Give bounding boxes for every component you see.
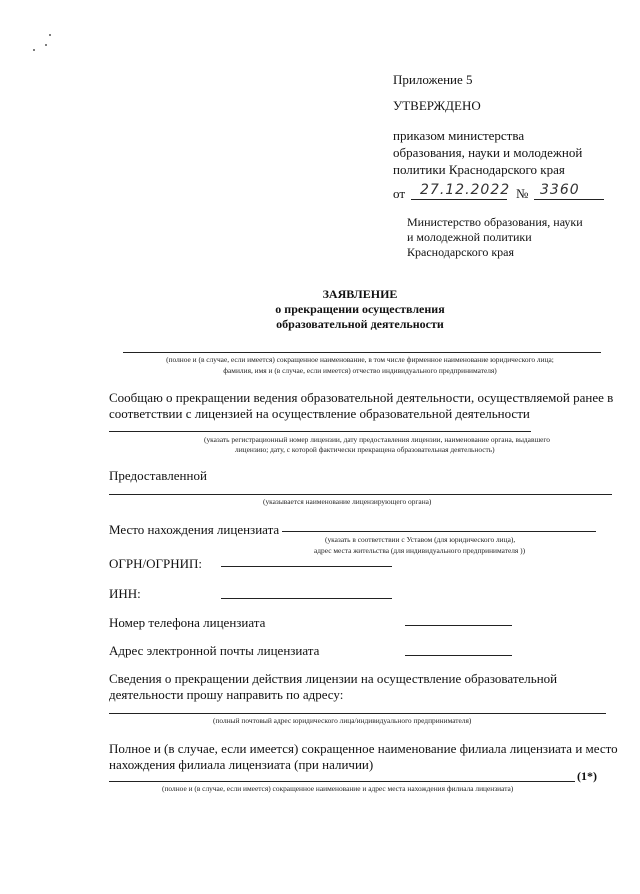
branch-line-2: нахождения филиала лицензиата (при наличии) — [109, 757, 374, 772]
order-line-3: политики Краснодарского края — [393, 162, 565, 177]
scan-mark — [45, 44, 47, 46]
email-label: Адрес электронной почты лицензиата — [109, 643, 320, 658]
send-to-hint: (полный почтовый адрес юридического лица/индивидуального предпринимателя) — [213, 716, 472, 725]
email-line — [405, 655, 512, 656]
order-date-line — [411, 199, 507, 200]
license-hint-2: лицензию; дату, с которой фактически прекращена образовательная деятельность) — [235, 445, 495, 454]
send-to-line — [109, 713, 606, 714]
ogrn-line — [221, 566, 392, 567]
send-to-line-1: Сведения о прекращении действия лицензии на осуществление образовательной — [109, 671, 558, 686]
document-title: ЗАЯВЛЕНИЕ — [322, 287, 398, 301]
document-subtitle-1: о прекращении осуществления — [275, 302, 445, 316]
statement-line-2: соответствии с лицензией на осуществление образовательной деятельности — [109, 406, 530, 421]
granted-line — [109, 494, 612, 495]
inn-label: ИНН: — [109, 586, 141, 601]
location-hint-1: (указать в соответствии с Уставом (для юридического лица), — [325, 535, 516, 544]
addressee-line-3: Краснодарского края — [407, 245, 515, 259]
inn-line — [221, 598, 392, 599]
location-line — [282, 531, 596, 532]
license-hint-1: (указать регистрационный номер лицензии, дату предоставления лицензии, наименование органа, выдавшего — [204, 435, 550, 444]
addressee-line-1: Министерство образования, науки — [407, 215, 583, 229]
addressee-line-2: и молодежной политики — [407, 230, 532, 244]
order-line-1: приказом министерства — [393, 128, 525, 143]
footnote-marker: (1*) — [577, 769, 597, 783]
statement-line-1: Сообщаю о прекращении ведения образовательной деятельности, осуществляемой ранее в — [109, 390, 614, 405]
phone-line — [405, 625, 512, 626]
number-prefix: № — [516, 186, 529, 201]
branch-line — [109, 781, 575, 782]
appendix-label: Приложение 5 — [393, 72, 473, 87]
location-label: Место нахождения лицензиата — [109, 522, 280, 537]
granted-hint: (указывается наименование лицензирующего органа) — [263, 497, 432, 506]
license-details-line — [109, 431, 531, 432]
send-to-line-2: деятельности прошу направить по адресу: — [109, 687, 344, 702]
applicant-hint-2: фамилия, имя и (в случае, если имеется) отчество индивидуального предпринимателя) — [223, 366, 497, 375]
location-hint-2: адрес места жительства (для индивидуального предпринимателя )) — [314, 546, 526, 555]
approved-label: УТВЕРЖДЕНО — [393, 98, 481, 113]
scan-mark — [49, 34, 51, 36]
order-number: 3360 — [540, 182, 580, 198]
granted-label: Предоставленной — [109, 468, 207, 483]
applicant-name-line — [123, 352, 601, 353]
branch-hint: (полное и (в случае, если имеется) сокращенное наименование и адрес места нахождения филиала лицензиата) — [162, 784, 514, 793]
document-subtitle-2: образовательной деятельности — [276, 317, 444, 331]
from-prefix: от — [393, 186, 406, 201]
order-line-2: образования, науки и молодежной — [393, 145, 583, 160]
scan-mark — [33, 49, 35, 51]
phone-label: Номер телефона лицензиата — [109, 615, 266, 630]
branch-line-1: Полное и (в случае, если имеется) сокращенное наименование филиала лицензиата и место — [109, 741, 618, 756]
order-date: 27.12.2022 — [420, 182, 511, 198]
ogrn-label: ОГРН/ОГРНИП: — [109, 556, 203, 571]
order-number-line — [534, 199, 604, 200]
applicant-hint-1: (полное и (в случае, если имеется) сокращенное наименование, в том числе фирменное наименование юридического лица; — [166, 355, 554, 364]
